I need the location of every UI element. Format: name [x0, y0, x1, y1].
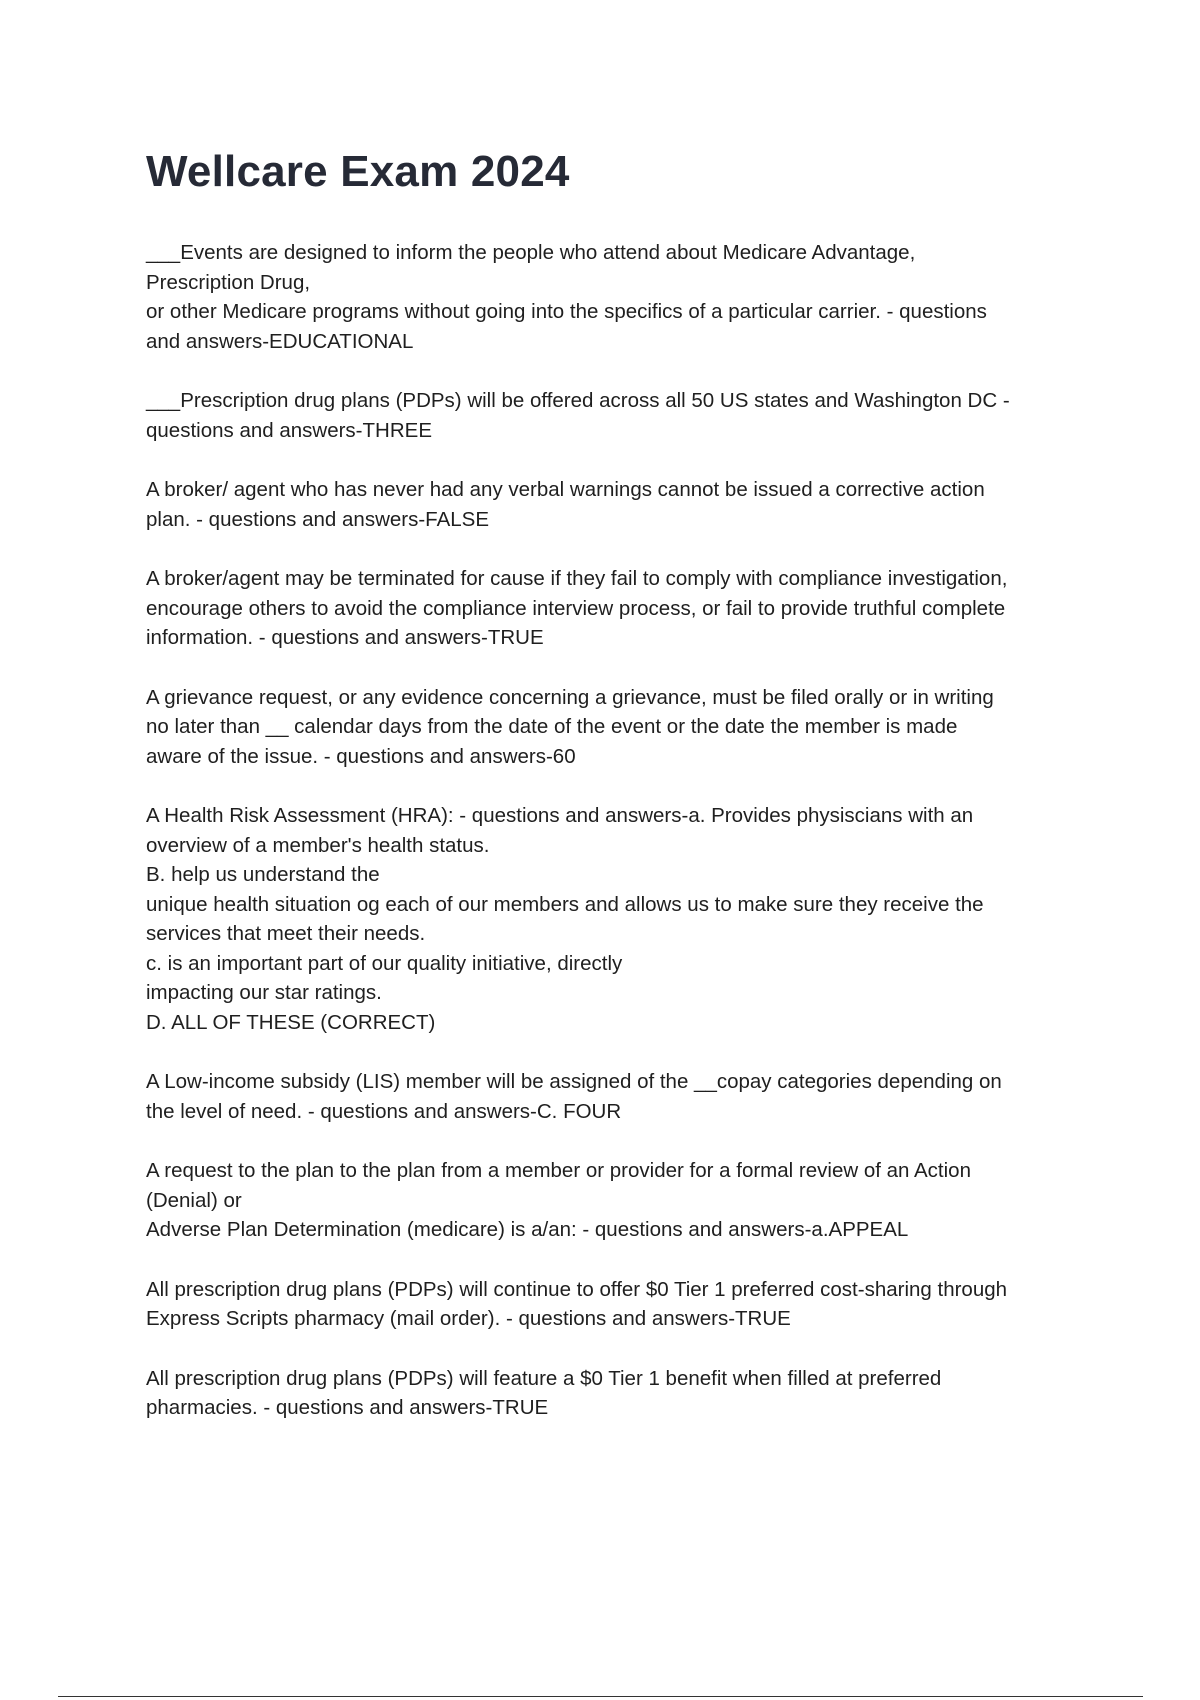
- qa-text-line: and answers-EDUCATIONAL: [146, 329, 414, 353]
- qa-text-line: ___Events are designed to inform the people who attend about Medicare Advantage,: [146, 241, 916, 264]
- qa-item: [146, 475, 1091, 534]
- qa-item: [146, 1067, 1091, 1126]
- document-title: Wellcare Exam 2024: [146, 147, 570, 196]
- qa-item: [146, 386, 1091, 445]
- qa-text-line: All prescription drug plans (PDPs) will feature a $0 Tier 1 benefit when filled at preferred: [146, 1366, 942, 1390]
- qa-text-line: Express Scripts pharmacy (mail order). - questions and answers-TRUE: [146, 1307, 791, 1330]
- qa-item: [146, 564, 1091, 653]
- qa-text-line: the level of need. - questions and answers-C. FOUR: [146, 1099, 622, 1123]
- qa-text-line: encourage others to avoid the compliance interview process, or fail to provide truthful complete: [146, 596, 1006, 620]
- qa-text-line: impacting our star ratings.: [146, 981, 382, 1004]
- qa-text-line: D. ALL OF THESE (CORRECT): [146, 1010, 436, 1034]
- qa-item: [146, 1275, 1091, 1334]
- qa-text-line: aware of the issue. - questions and answers-60: [146, 744, 576, 768]
- qa-text-line: A Low-income subsidy (LIS) member will be assigned of the __copay categories depending on: [146, 1070, 1002, 1093]
- qa-text-line: (Denial) or: [146, 1188, 242, 1212]
- qa-item: [146, 801, 1091, 1037]
- qa-text-line: B. help us understand the: [146, 863, 380, 886]
- qa-item: [146, 1156, 1091, 1245]
- qa-text-line: overview of a member's health status.: [146, 833, 490, 857]
- qa-item: [146, 238, 1091, 356]
- qa-text-line: unique health situation og each of our members and allows us to make sure they receive the: [146, 892, 984, 916]
- qa-item: [146, 683, 1091, 772]
- qa-text-line: or other Medicare programs without going into the specifics of a particular carrier. - questions: [146, 300, 987, 323]
- qa-text-line: A broker/agent may be terminated for cause if they fail to comply with compliance investigation,: [146, 567, 1008, 590]
- footer-divider: [58, 1696, 1143, 1697]
- qa-text-line: ___Prescription drug plans (PDPs) will be offered across all 50 US states and Washington DC -: [146, 389, 1010, 412]
- qa-text-line: plan. - questions and answers-FALSE: [146, 507, 489, 531]
- qa-text-line: Prescription Drug,: [146, 270, 311, 294]
- qa-text-line: A Health Risk Assessment (HRA): - questions and answers-a. Provides physiscians with an: [146, 804, 974, 827]
- qa-list: [146, 238, 1091, 1423]
- qa-text-line: information. - questions and answers-TRUE: [146, 626, 544, 649]
- qa-item: [146, 1364, 1091, 1423]
- qa-text-line: A grievance request, or any evidence concerning a grievance, must be filed orally or in writing: [146, 685, 994, 709]
- qa-text-line: c. is an important part of our quality initiative, directly: [146, 951, 623, 975]
- qa-text-line: services that meet their needs.: [146, 922, 426, 945]
- qa-text-line: pharmacies. - questions and answers-TRUE: [146, 1396, 549, 1419]
- document-content: [146, 146, 1091, 1453]
- qa-text-line: All prescription drug plans (PDPs) will continue to offer $0 Tier 1 preferred cost-sharing through: [146, 1277, 1008, 1301]
- qa-text-line: A request to the plan to the plan from a member or provider for a formal review of an Action: [146, 1159, 971, 1182]
- qa-text-line: questions and answers-THREE: [146, 418, 432, 442]
- qa-text-line: A broker/ agent who has never had any verbal warnings cannot be issued a corrective action: [146, 478, 985, 501]
- qa-text-line: Adverse Plan Determination (medicare) is a/an: - questions and answers-a.APPEAL: [146, 1218, 909, 1241]
- qa-text-line: no later than __ calendar days from the date of the event or the date the member is made: [146, 715, 958, 738]
